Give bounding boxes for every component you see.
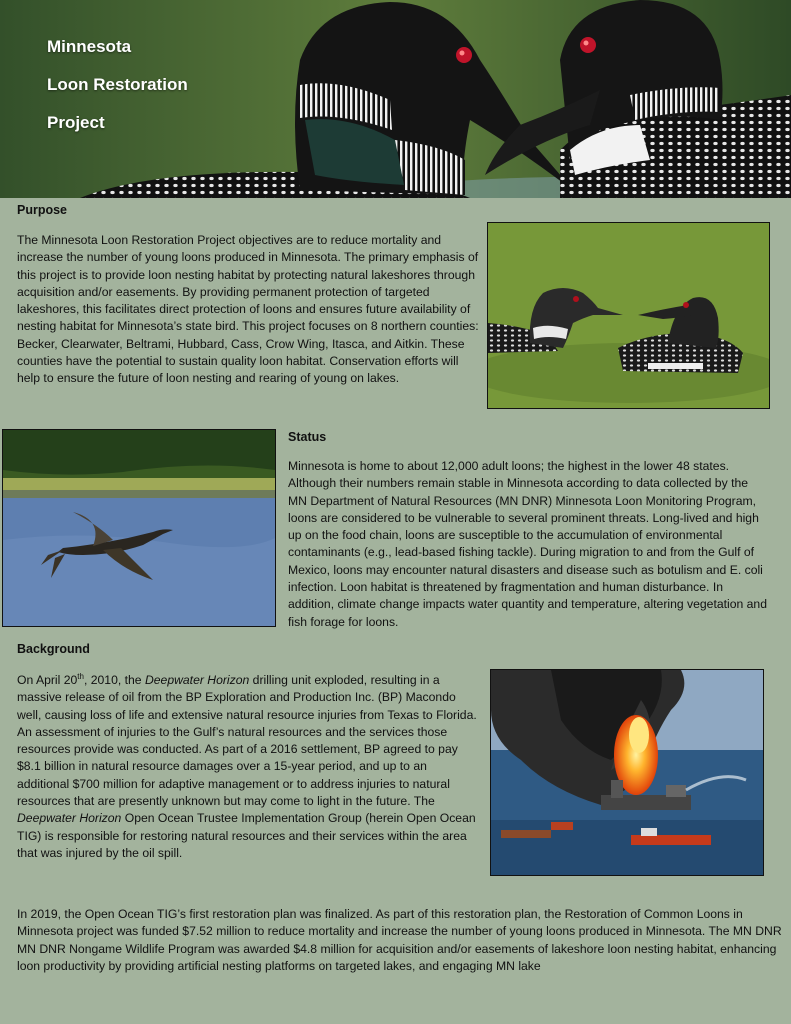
background-paragraph-2: In 2019, the Open Ocean TIG’s first restoration plan was finalized. As part of this restoration plan, the Restoration of Common Loons in Minnesota project was funded $7.52 million to reduce mortality and increase the number of young loons produced in Minnesota. The MN DNR MN DNR Nongame Wildlife Program was awarded $4.8 million for acquisition and/or easements of lakeshore loon nesting habitat, enhancing loon productivity by providing artificial nesting platforms on targeted lakes, and engaging MN lake — [17, 907, 782, 973]
bg-text-a: On April 20 — [17, 673, 78, 687]
oil-rig-fire-photo — [490, 669, 764, 876]
title-line-2: Loon Restoration — [47, 75, 188, 94]
purpose-heading: Purpose — [17, 203, 68, 217]
bg-text-italic-2: Deepwater Horizon — [17, 811, 122, 826]
bg-text-c: drilling unit exploded, resulting in a massive release of oil from the BP Exploration and Production Inc. (BP) Macondo well, causing loss of life and extensive natural resource injuries from Texas to Florida. An assessment of injuries to the Gulf’s natural resources and the services those resources provide was conducted. As part of a 2016 settlement, BP agreed to pay $8.1 billion in natural resource damages over a 15-year period, and up to an additional $700 million for adaptive management or to address injuries to natural resources that are presently unknown but may come to light in the future. The — [17, 673, 477, 809]
bg-text-d: Open Ocean Trustee Implementation Group (herein Open Ocean TIG) is responsible for restoring natural resources and their services within the area that was injured by the oil spill. — [17, 811, 476, 860]
background-paragraph-1 — [17, 672, 477, 862]
project-title — [47, 28, 188, 142]
bg-text-b: , 2010, the — [83, 673, 145, 687]
bg-text-italic-1: Deepwater Horizon — [144, 673, 250, 687]
title-line-3: Project — [47, 113, 105, 132]
status-paragraph: Minnesota is home to about 12,000 adult loons; the highest in the lower 48 states. Although their numbers remain stable in Minnesota according to data collected by the MN Department of Natural Resources (MN DNR) Minnesota Loon Monitoring Program, loons are considered to be vulnerable to several prominent threats. Long-lived and high up on the food chain, loons are susceptible to the accumulation of environmental contaminants (e.g., lead-based fishing tackle). During migration to and from the Gulf of Mexico, loons may encounter natural disasters and disease such as botulism and E. coli infection. Loon habitat is threatened by fragmentation and human disturbance. In addition, climate change impacts water quantity and temperature, altering vegetation and fish forage for loons. — [288, 459, 767, 629]
header-banner — [0, 0, 791, 198]
bg-text-sup: th — [77, 671, 84, 681]
title-line-1: Minnesota — [47, 37, 132, 56]
flying-loon-photo — [2, 429, 276, 627]
background-heading: Background — [17, 642, 90, 656]
purpose-paragraph: The Minnesota Loon Restoration Project objectives are to reduce mortality and increase the number of young loons produced in Minnesota. The primary emphasis of this project is to provide loon nesting habitat by protecting natural lakeshores through acquisition and/or easements. By providing permanent protection of targeted lakeshores, this facilitates direct protection of loons and ensures future availability of nesting habitat for Minnesota’s state bird. This project focuses on 8 northern counties: Becker, Clearwater, Beltrami, Hubbard, Cass, Crow Wing, Itasca, and Aitkin. These counties have the potential to sustain quality loon habitat. Conservation efforts will help to ensure the future of loon nesting and rearing of young on lakes. — [17, 233, 479, 386]
status-heading: Status — [288, 430, 327, 444]
loon-pair-photo — [487, 222, 770, 409]
